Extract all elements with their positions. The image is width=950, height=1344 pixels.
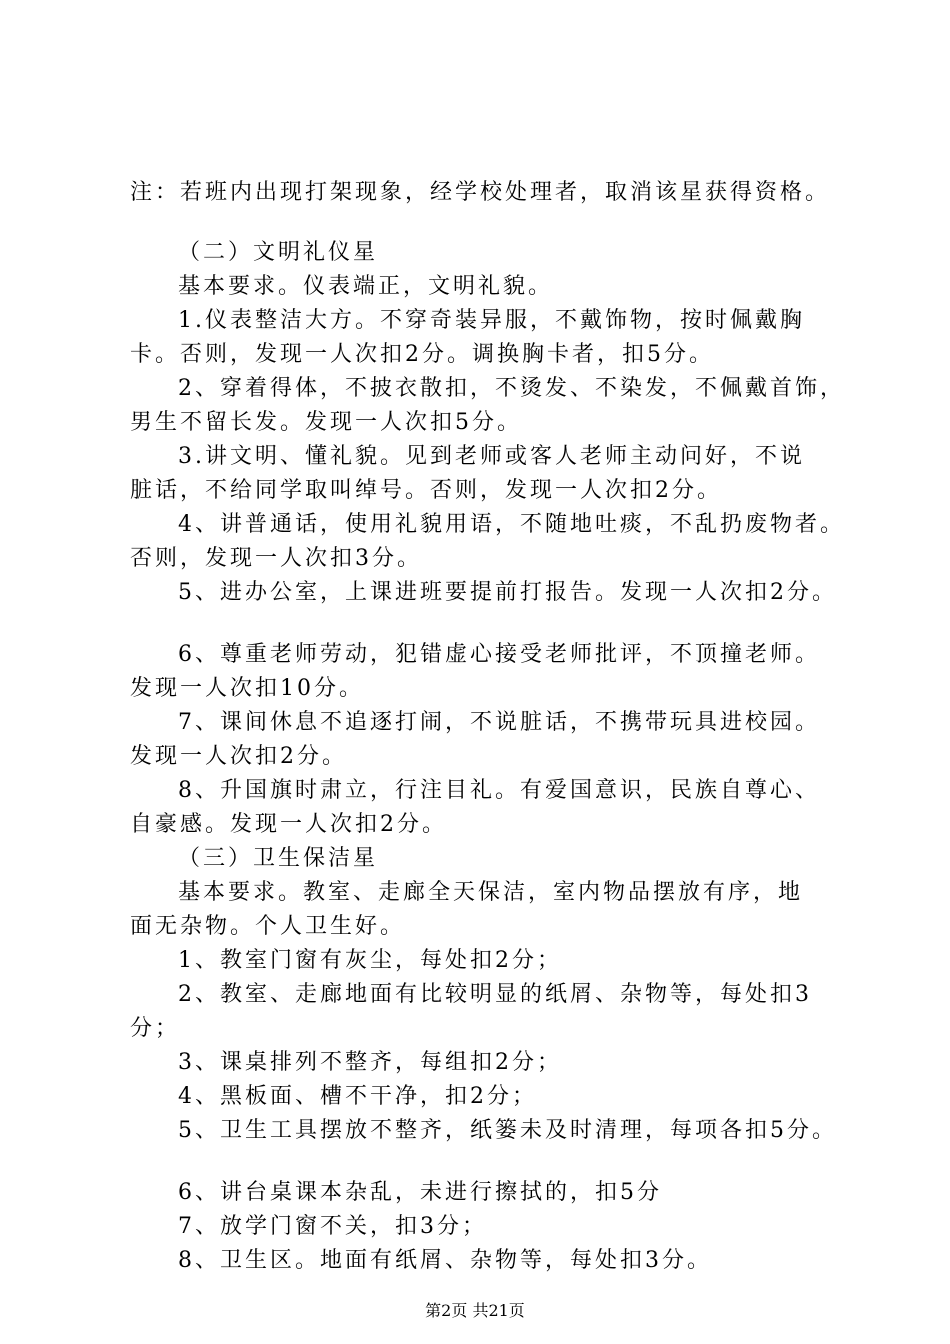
text-line: 分； (130, 1016, 181, 1041)
text-line: 自豪感。发现一人次扣2分。 (130, 812, 447, 837)
section-heading-civility: （二）文明礼仪星 (178, 240, 379, 265)
text-line: 8、升国旗时肃立，行注目礼。有爱国意识，民族自尊心、 (178, 778, 820, 803)
text-line: 卡。否则，发现一人次扣2分。调换胸卡者，扣5分。 (130, 342, 714, 367)
text-line: 2、教室、走廊地面有比较明显的纸屑、杂物等，每处扣3 (178, 982, 812, 1007)
text-line: 5、进办公室，上课进班要提前打报告。发现一人次扣2分。 (178, 580, 837, 605)
text-line: 4、黑板面、槽不干净，扣2分； (178, 1084, 537, 1109)
text-line: 3.讲文明、懂礼貌。见到老师或客人老师主动问好，不说 (178, 444, 805, 469)
page-footer: 第2页 共21页 (425, 1301, 525, 1320)
section-heading-hygiene: （三）卫生保洁星 (178, 846, 379, 871)
text-line: 发现一人次扣10分。 (130, 676, 364, 701)
text-line: 6、尊重老师劳动，犯错虚心接受老师批评，不顶撞老师。 (178, 642, 820, 667)
text-line: 5、卫生工具摆放不整齐，纸篓未及时清理，每项各扣5分。 (178, 1118, 837, 1143)
text-line: 基本要求。教室、走廊全天保洁，室内物品摆放有序，地 (178, 880, 804, 905)
text-line: 3、课桌排列不整齐，每组扣2分； (178, 1050, 562, 1075)
text-line: 2、穿着得体，不披衣散扣，不烫发、不染发，不佩戴首饰， (178, 376, 845, 401)
text-line: 1.仪表整洁大方。不穿奇装异服，不戴饰物，按时佩戴胸 (178, 308, 805, 333)
text-line: 基本要求。仪表端正，文明礼貌。 (178, 274, 554, 299)
text-line: 发现一人次扣2分。 (130, 744, 347, 769)
text-line: 6、讲台桌课本杂乱，未进行擦拭的，扣5分 (178, 1180, 662, 1205)
text-line: 8、卫生区。地面有纸屑、杂物等，每处扣3分。 (178, 1248, 712, 1273)
text-line: 7、放学门窗不关，扣3分； (178, 1214, 487, 1239)
text-line: 1、教室门窗有灰尘，每处扣2分； (178, 948, 562, 973)
text-line: 4、讲普通话，使用礼貌用语，不随地吐痰，不乱扔废物者。 (178, 512, 845, 537)
text-line: 男生不留长发。发现一人次扣5分。 (130, 410, 522, 435)
note-line: 注：若班内出现打架现象，经学校处理者，取消该星获得资格。 (130, 180, 831, 205)
text-line: 7、课间休息不追逐打闹，不说脏话，不携带玩具进校园。 (178, 710, 820, 735)
text-line: 脏话，不给同学取叫绰号。否则，发现一人次扣2分。 (130, 478, 722, 503)
text-line: 面无杂物。个人卫生好。 (130, 914, 406, 939)
text-line: 否则，发现一人次扣3分。 (130, 546, 422, 571)
